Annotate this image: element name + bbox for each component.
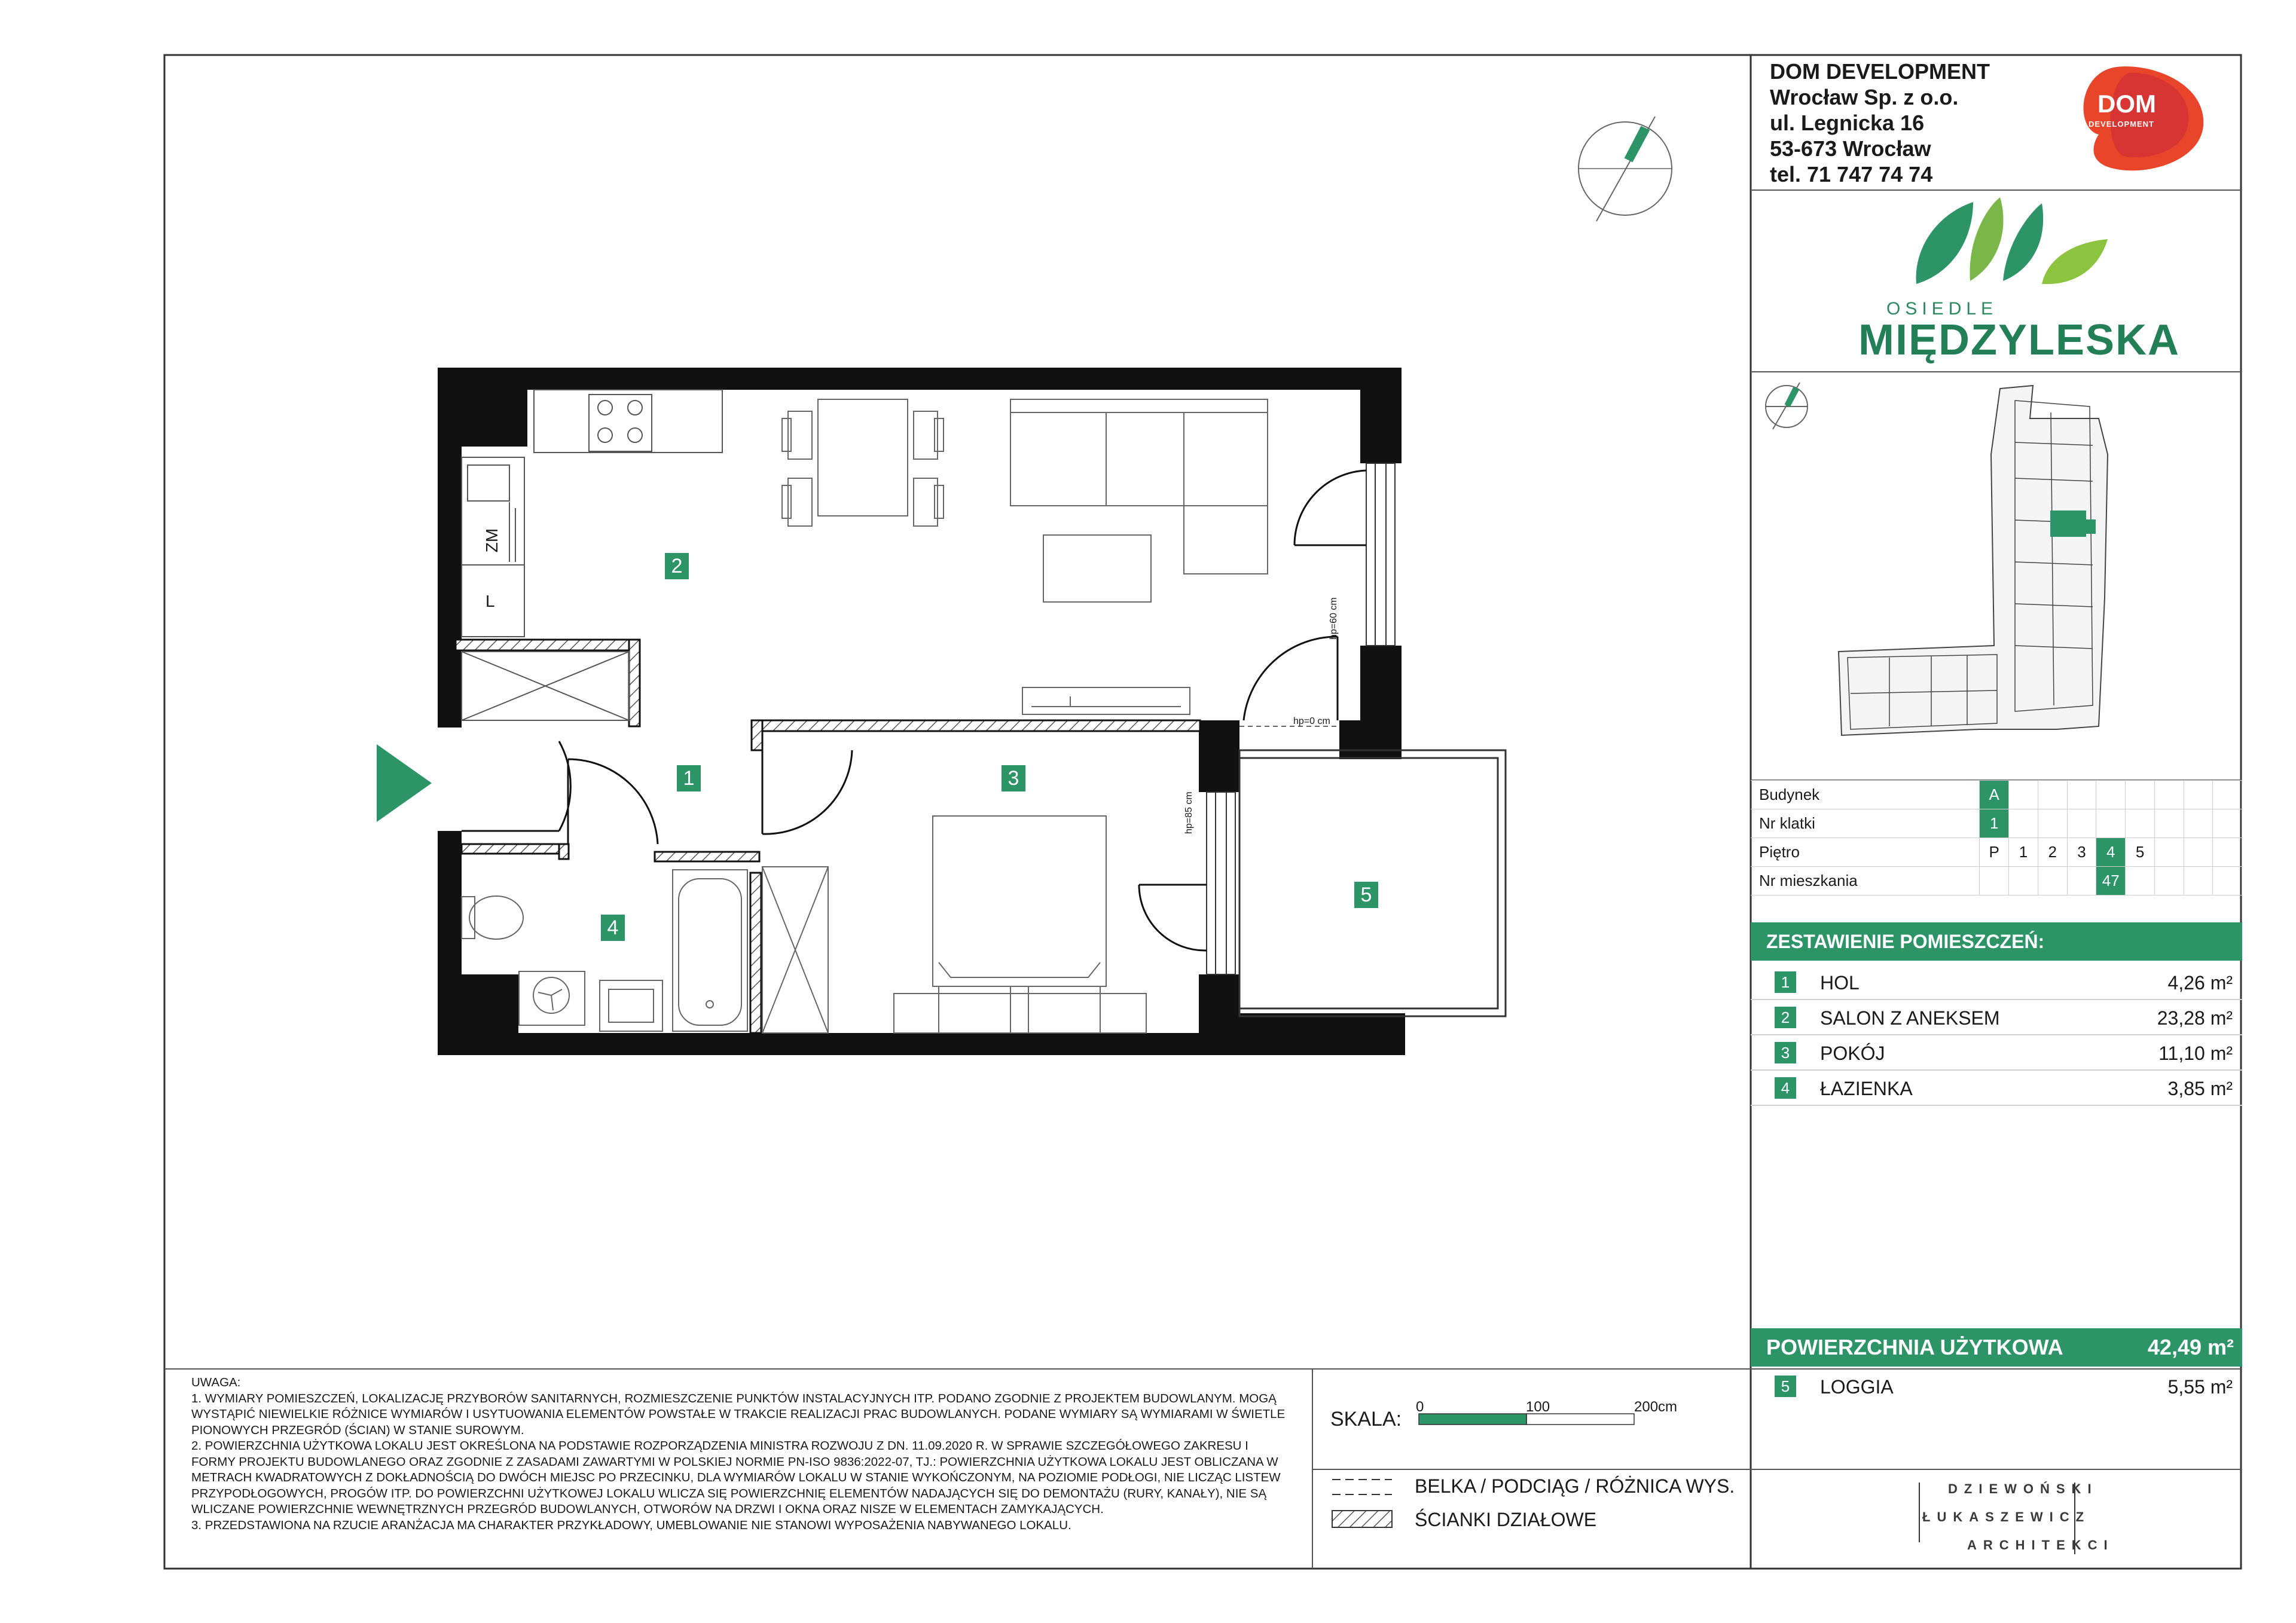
total-area-bar <box>1751 1328 2242 1367</box>
company-street: ul. Legnicka 16 <box>1770 111 1925 135</box>
table-cell <box>2126 867 2155 895</box>
table-cell <box>1980 867 2009 895</box>
tv-cabinet <box>1022 687 1190 714</box>
table-cell <box>2067 809 2096 838</box>
table-cell <box>2038 781 2067 809</box>
scale-tick-100: 100 <box>1526 1399 1550 1415</box>
table-cell <box>2184 867 2213 895</box>
table-cell <box>2213 809 2242 838</box>
table-cell <box>2009 781 2038 809</box>
table-cell <box>2184 781 2213 809</box>
total-area-label: POWIERZCHNIA UŻYTKOWA <box>1766 1335 2063 1359</box>
dom-development-logo <box>2084 66 2204 170</box>
table-cell <box>2067 867 2096 895</box>
sofa <box>1010 399 1268 602</box>
list-item: 5 LOGGIA 5,55 m² <box>1751 1369 2242 1403</box>
total-area-value: 42,49 m² <box>2147 1335 2234 1359</box>
legend-beam-label: BELKA / PODCIĄG / RÓŻNICA WYS. <box>1415 1475 1735 1497</box>
room-tag-1: 1 <box>677 765 701 791</box>
table-cell <box>2009 867 2038 895</box>
room-tag-3: 3 <box>1002 765 1025 791</box>
table-cell: P <box>1980 838 2009 867</box>
list-item: 1 HOL 4,26 m² <box>1751 965 2242 1000</box>
table-cell <box>2154 838 2184 867</box>
notes-block <box>191 1375 1294 1533</box>
table-row-label: Piętro <box>1751 838 1980 867</box>
washing-machine-label: ZM <box>483 528 502 553</box>
list-item: 2 SALON Z ANEKSEM 23,28 m² <box>1751 1000 2242 1035</box>
room-tag-5: 5 <box>1354 882 1378 908</box>
architect-name-1: DZIEWOŃSKI <box>1948 1481 2098 1496</box>
apartment-info-table <box>1751 780 2242 895</box>
notes-title: UWAGA: <box>191 1376 241 1389</box>
estate-logo-small: OSIEDLE <box>1886 299 1998 319</box>
table-cell <box>2038 867 2067 895</box>
list-item: 4 ŁAZIENKA 3,85 m² <box>1751 1071 2242 1106</box>
company-phone: tel. 71 747 74 74 <box>1770 162 1933 187</box>
entrance-arrow <box>377 744 432 822</box>
table-cell <box>2096 809 2126 838</box>
rooms-section-title: ZESTAWIENIE POMIESZCZEŃ: <box>1751 922 2242 961</box>
table-cell <box>2184 809 2213 838</box>
table-row <box>1751 809 2242 838</box>
table-row-label: Nr klatki <box>1751 809 1980 838</box>
osiedle-logo-leaves <box>1916 197 2108 284</box>
table-cell <box>2154 781 2184 809</box>
note-3: 3. PRZEDSTAWIONA NA RZUCIE ARANŻACJA MA CHARAKTER PRZYKŁADOWY, UMEBLOWANIE NIE STANOWI WYPOSAŻENIA NABYWANEGO LOKALU. <box>191 1518 1071 1532</box>
legend-beam-symbol <box>1332 1480 1392 1494</box>
table-cell <box>2154 809 2184 838</box>
table-cell <box>2154 867 2184 895</box>
table-cell: 1 <box>2009 838 2038 867</box>
table-row <box>1751 781 2242 809</box>
company-address <box>1770 59 1990 187</box>
wardrobe <box>762 867 828 1033</box>
table-cell <box>2126 809 2155 838</box>
table-cell: A <box>1980 781 2009 809</box>
key-plan <box>1839 386 2108 735</box>
sill-height-85: hp=85 cm <box>1184 791 1194 834</box>
company-line2: Wrocław Sp. z o.o. <box>1770 85 1959 109</box>
table-cell <box>2067 781 2096 809</box>
table-cell <box>2213 781 2242 809</box>
list-item: 3 POKÓJ 11,10 m² <box>1751 1035 2242 1071</box>
apartment-walls <box>438 368 1405 1055</box>
table-row-label: Budynek <box>1751 781 1980 809</box>
rooms-list <box>1751 965 2242 1106</box>
table-cell: 3 <box>2067 838 2096 867</box>
key-plan-compass <box>1766 383 1808 429</box>
table-row <box>1751 838 2242 867</box>
room-tag-4: 4 <box>601 915 625 941</box>
table-cell <box>2184 838 2213 867</box>
table-cell <box>2009 809 2038 838</box>
architect-name-3: ARCHITEKCI <box>1967 1538 2114 1552</box>
note-2: 2. POWIERZCHNIA UŻYTKOWA LOKALU JEST OKREŚLONA NA PODSTAWIE ROZPORZĄDZENIA MINISTRA ROZWOJU Z DN. 11.09.2020 R. W SPRAWIE SZCZEGÓŁOWEGO ZAKRESU I FORMY PROJEKTU BUDOWLANEGO ORAZ ZGODNIE Z ZASADAMI ZAWARTYMI W POLSKIEJ NORMIE PN-ISO 9836:2022-07, TJ.: POWIERZCHNIA UŻYTKOWA LOKALU JEST OBLICZANA W METRACH KWADRATOWYCH Z DOKŁADNOŚCIĄ DO DWÓCH MIEJSC PO PRZECINKU, DLA WYMIARÓW LOKALU W STANIE WYKOŃCZONYM, NA POZIOMIE PODŁOGI, NIE LICZĄC LISTEW PRZYPODŁOGOWYCH, PROGÓW ITP. DO POWIERZCHNI UŻYTKOWEJ LOKALU WLICZA SIĘ POWIERZCHNIĘ ELEMENTÓW NADAJĄCYCH SIĘ DO DEMONTAŻU (RURY, KANAŁY), NIE SĄ WLICZANE POWIERZCHNIE WEWNĘTRZNYCH PRZEGRÓD BUDOWLANYCH, OTWORÓW NA DRZWI I OKNA ORAZ NISZE W ELEMENTACH ZAMYKAJĄCYCH. <box>191 1439 1281 1516</box>
sill-height-0: hp=0 cm <box>1293 716 1330 726</box>
table-cell: 1 <box>1980 809 2009 838</box>
table-cell: 5 <box>2126 838 2155 867</box>
dom-logo-text: DOM <box>2097 90 2156 118</box>
fridge-label: L <box>486 592 495 610</box>
scale-label: SKALA: <box>1330 1408 1402 1431</box>
table-row-label: Nr mieszkania <box>1751 867 1980 895</box>
note-1: 1. WYMIARY POMIESZCZEŃ, LOKALIZACJĘ PRZYBORÓW SANITARNYCH, ROZMIESZCZENIE PUNKTÓW INSTALACYJNYCH ITP. PODANO ZGODNIE Z PROJEKTEM BUDOWLANYM. MOGĄ WYSTĄPIĆ NIEWIELKIE RÓŻNICE WYMIARÓW I USYTUOWANIA ELEMENTÓW POWSTAŁE W TRAKCIE REALIZACJI PRAC BUDOWLANYCH. PODANE WYMIARY SĄ WYMIARAMI W ŚWIETLE PIONOWYCH PRZEGRÓD (ŚCIAN) W STANIE SUROWYM. <box>191 1391 1286 1437</box>
table-cell <box>2213 838 2242 867</box>
scale-tick-0: 0 <box>1416 1399 1424 1415</box>
company-name: DOM DEVELOPMENT <box>1770 59 1990 84</box>
table-cell <box>2126 781 2155 809</box>
table-cell: 4 <box>2096 838 2126 867</box>
table-cell <box>2213 867 2242 895</box>
table-cell <box>2038 809 2067 838</box>
table-row <box>1751 867 2242 895</box>
table-cell: 2 <box>2038 838 2067 867</box>
table-cell: 47 <box>2096 867 2126 895</box>
company-city: 53-673 Wrocław <box>1770 136 1931 161</box>
sill-height-60: hp=60 cm <box>1329 597 1339 640</box>
extra-rooms-list <box>1751 1369 2242 1403</box>
dining-set <box>782 399 944 526</box>
legend-partition-label: ŚCIANKI DZIAŁOWE <box>1415 1509 1597 1530</box>
architect-name-2: ŁUKASZEWICZ <box>1922 1509 2091 1524</box>
dom-logo-subtext: DEVELOPMENT <box>2089 120 2154 129</box>
table-cell <box>2096 781 2126 809</box>
compass <box>1578 117 1672 221</box>
legend-partition-symbol <box>1332 1511 1392 1527</box>
room-tag-2: 2 <box>665 553 689 579</box>
scale-tick-200: 200cm <box>1634 1399 1678 1415</box>
bed <box>894 816 1146 1033</box>
estate-logo-big: MIĘDZYLESKA <box>1858 316 2181 364</box>
